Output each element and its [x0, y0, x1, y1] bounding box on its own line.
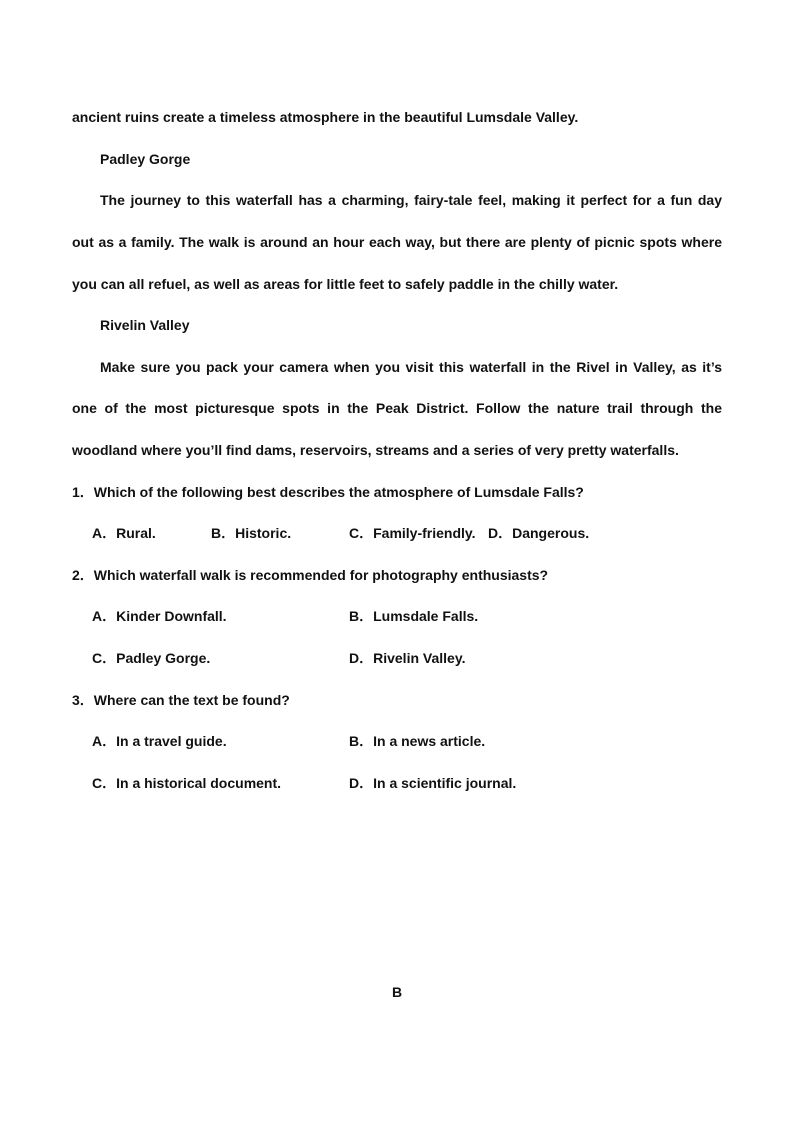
section-heading-padley-gorge: Padley Gorge — [100, 151, 191, 167]
rivelin-paragraph-line-1: Make sure you pack your camera when you visit this waterfall in the Rivel in Valley, as it’s — [100, 359, 722, 375]
padley-paragraph-line-3: you can all refuel, as well as areas for little feet to safely paddle in the chilly water. — [72, 276, 619, 292]
passage-intro-tail: ancient ruins create a timeless atmosphere in the beautiful Lumsdale Valley. — [72, 109, 579, 125]
question-1-option-a[interactable]: A．Rural. — [92, 525, 156, 541]
question-1-option-c[interactable]: C．Family-friendly. — [349, 525, 476, 541]
rivelin-paragraph-line-2: one of the most picturesque spots in the Peak District. Follow the nature trail through the — [72, 400, 722, 416]
padley-paragraph-line-1: The journey to this waterfall has a charming, fairy-tale feel, making it perfect for a fun day — [100, 192, 722, 208]
question-3-stem: 3．Where can the text be found? — [72, 692, 290, 708]
question-2-option-d[interactable]: D．Rivelin Valley. — [349, 650, 466, 666]
question-3-option-b[interactable]: B．In a news article. — [349, 733, 486, 749]
padley-paragraph-line-2: out as a family. The walk is around an hour each way, but there are plenty of picnic spots where — [72, 234, 722, 250]
question-1-stem: 1．Which of the following best describes the atmosphere of Lumsdale Falls? — [72, 484, 584, 500]
next-section-heading: B — [391, 984, 403, 1000]
question-1-option-b[interactable]: B．Historic. — [211, 525, 292, 541]
question-2-option-c[interactable]: C．Padley Gorge. — [92, 650, 211, 666]
rivelin-paragraph-line-3: woodland where you’ll find dams, reservoirs, streams and a series of very pretty waterfalls. — [72, 442, 679, 458]
section-heading-rivelin-valley: Rivelin Valley — [100, 317, 190, 333]
question-1-option-d[interactable]: D．Dangerous. — [488, 525, 590, 541]
question-3-option-d[interactable]: D．In a scientific journal. — [349, 775, 517, 791]
question-3-option-c[interactable]: C．In a historical document. — [92, 775, 282, 791]
question-3-option-a[interactable]: A．In a travel guide. — [92, 733, 227, 749]
question-2-option-a[interactable]: A．Kinder Downfall. — [92, 608, 227, 624]
question-2-option-b[interactable]: B．Lumsdale Falls. — [349, 608, 479, 624]
question-2-stem: 2．Which waterfall walk is recommended for photography enthusiasts? — [72, 567, 549, 583]
